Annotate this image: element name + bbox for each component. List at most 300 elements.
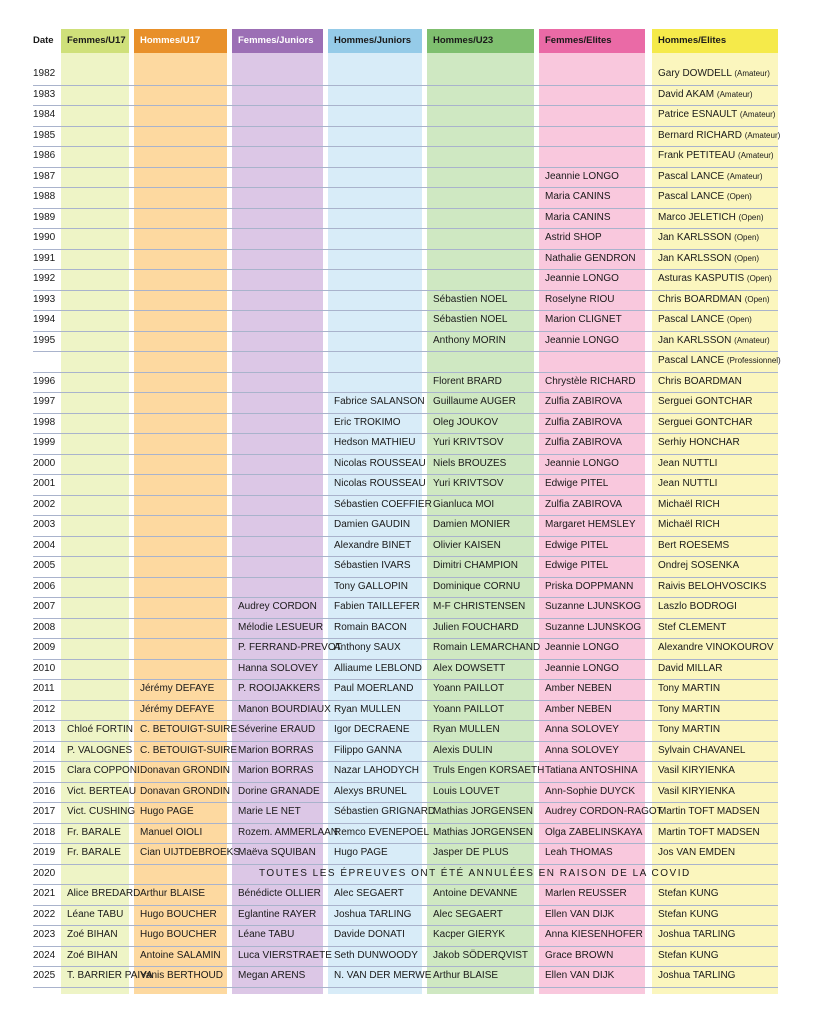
winner-name: Fabien TAILLEFER <box>334 601 420 612</box>
winner-cell-hjun <box>334 700 422 721</box>
winner-cell-hel <box>658 782 778 803</box>
winner-cell-fel <box>545 966 645 987</box>
winner-name: Olga ZABELINSKAYA <box>545 826 643 838</box>
winner-cell-hel <box>658 495 778 516</box>
winner-cell-hjun <box>334 925 422 946</box>
table-row <box>33 228 778 250</box>
winner-name: Raivis BELOHVOSCIKS <box>658 580 767 592</box>
table-row <box>33 392 778 414</box>
winner-cell-fjun <box>238 925 323 946</box>
winner-name: Olivier KAISEN <box>433 539 501 551</box>
winner-name: Ellen VAN DIJK <box>545 970 615 981</box>
table-row <box>33 741 778 763</box>
winner-name: Michaël RICH <box>658 519 720 530</box>
winner-cell-hel <box>658 146 778 167</box>
table-row <box>33 187 778 209</box>
winner-cell-hjun <box>334 966 432 987</box>
winner-name: Pascal LANCE <box>658 170 725 182</box>
year-cell: 1984 <box>33 109 56 120</box>
year-cell: 2023 <box>33 929 56 940</box>
year-cell: 2025 <box>33 970 56 981</box>
winner-name: Vict. BERTEAU <box>67 785 137 797</box>
winner-name: Ryan MULLEN <box>334 703 401 715</box>
winner-name: Jeannie LONGO <box>545 642 619 653</box>
winner-cell-fjun <box>238 782 323 803</box>
winner-cell-hel <box>658 331 778 352</box>
year-cell: 2014 <box>33 744 56 756</box>
table-row <box>33 331 778 353</box>
winner-cell-hel <box>658 556 778 577</box>
winner-name: Alliaume LEBLOND <box>334 662 422 674</box>
winner-name: Serguei GONTCHAR <box>658 416 753 428</box>
winner-cell-hjun <box>334 782 422 803</box>
winner-cell-hu17 <box>140 782 231 803</box>
column-header-fel: Femmes/Elites <box>539 29 645 53</box>
winner-name: Edwige PITEL <box>545 539 609 551</box>
winner-name: Hugo BOUCHER <box>140 908 217 920</box>
winner-name: Hugo PAGE <box>140 806 194 817</box>
winner-name: Sébastien GRIGNARD <box>334 806 436 817</box>
year-cell: 2012 <box>33 703 56 715</box>
winner-cell-hu17 <box>140 823 227 844</box>
winner-name: Alice BREDARD <box>67 888 141 899</box>
winner-name: Asturas KASPUTIS <box>658 273 745 284</box>
winner-cell-hu23 <box>433 474 534 495</box>
winner-name: David AKAM <box>658 88 715 100</box>
winner-cell-fu17 <box>67 720 133 741</box>
winner-cell-hel <box>658 597 778 618</box>
winner-name: Tony MARTIN <box>658 724 721 735</box>
year-cell: 2011 <box>33 683 55 694</box>
table-row <box>33 884 778 906</box>
winner-cell-hjun <box>334 433 422 454</box>
date-column-header: Date <box>33 35 54 46</box>
winner-name: Vasil KIRYIENKA <box>658 785 735 797</box>
winner-cell-hel <box>658 290 778 311</box>
winner-name: Zoé BIHAN <box>67 949 118 961</box>
table-row <box>33 946 778 968</box>
winner-name: Maria CANINS <box>545 211 611 223</box>
winner-cell-hjun <box>334 720 422 741</box>
winner-cell-hjun <box>334 946 422 967</box>
winner-cell-fel <box>545 495 645 516</box>
category-note: (Open) <box>726 315 752 324</box>
year-cell: 2003 <box>33 519 56 530</box>
winner-cell-hjun <box>334 536 422 557</box>
winner-name: Suzanne LJUNSKOG <box>545 601 642 612</box>
year-cell: 1994 <box>33 314 56 325</box>
year-cell: 1986 <box>33 150 56 161</box>
table-row <box>33 474 778 496</box>
table-row <box>33 167 778 189</box>
winner-name: Paul MOERLAND <box>334 683 414 694</box>
winner-cell-fel <box>545 597 645 618</box>
winner-cell-hu17 <box>140 905 227 926</box>
winner-cell-fel <box>545 167 645 188</box>
winner-name: Joshua TARLING <box>658 970 736 981</box>
winner-name: Nazar LAHODYCH <box>334 765 420 776</box>
column-header-hu17: Hommes/U17 <box>134 29 227 53</box>
winner-cell-hu23 <box>433 433 534 454</box>
winner-name: Damien GAUDIN <box>334 519 411 530</box>
table-row <box>33 536 778 558</box>
winner-cell-fel <box>545 208 645 229</box>
winner-name: Bénédicte OLLIER <box>238 888 321 899</box>
winner-cell-hjun <box>334 556 422 577</box>
winner-cell-fu17 <box>67 905 129 926</box>
winner-name: Chris BOARDMAN <box>658 293 742 305</box>
winner-name: Eglantine RAYER <box>238 908 317 920</box>
year-cell: 2009 <box>33 642 56 653</box>
winner-name: Oleg JOUKOV <box>433 416 499 428</box>
winner-name: Ondrej SOSENKA <box>658 560 740 571</box>
winner-name: Martin TOFT MADSEN <box>658 826 760 838</box>
column-header-hel: Hommes/Elites <box>652 29 778 53</box>
winner-name: Sébastien COEFFIER <box>334 498 432 510</box>
winner-cell-hel <box>658 577 778 598</box>
winner-name: Chrystèle RICHARD <box>545 375 636 387</box>
winner-name: Jérémy DEFAYE <box>140 683 215 694</box>
winner-cell-fel <box>545 372 645 393</box>
winner-name: Davide DONATI <box>334 929 405 940</box>
year-cell: 2002 <box>33 498 56 510</box>
winner-cell-hjun <box>334 597 422 618</box>
winner-cell-hu17 <box>140 761 231 782</box>
winner-name: Tony GALLOPIN <box>334 580 408 592</box>
table-row <box>33 782 778 804</box>
winner-cell-hu23 <box>433 905 534 926</box>
winner-name: Dominique CORNU <box>433 580 521 592</box>
winner-name: Alexys BRUNEL <box>334 785 407 797</box>
winner-name: Manon BOURDIAUX <box>238 703 331 715</box>
winner-cell-hel <box>658 372 778 393</box>
winner-name: Léane TABU <box>238 929 295 940</box>
table-row <box>33 269 778 291</box>
winner-cell-fel <box>545 331 645 352</box>
winner-cell-fel <box>545 884 645 905</box>
winner-name: P. FERRAND-PREVOT <box>238 642 342 653</box>
winner-name: Priska DOPPMANN <box>545 580 634 592</box>
winner-name: P. VALOGNES <box>67 744 133 756</box>
winner-name: Alec SEGAERT <box>334 888 404 899</box>
winner-cell-fjun <box>238 823 339 844</box>
winner-name: Serhiy HONCHAR <box>658 437 740 448</box>
winner-name: Martin TOFT MADSEN <box>658 806 760 817</box>
table-row <box>33 556 778 578</box>
winner-cell-fu17 <box>67 946 129 967</box>
table-row <box>33 597 778 619</box>
column-header-hjun: Hommes/Juniors <box>328 29 422 53</box>
winner-name: Tony MARTIN <box>658 683 721 694</box>
table-row <box>33 577 778 599</box>
winner-cell-hel <box>658 802 778 823</box>
winner-name: Joshua TARLING <box>658 929 736 940</box>
year-cell: 1985 <box>33 129 56 141</box>
table-row <box>33 905 778 927</box>
winner-name: Gary DOWDELL <box>658 68 732 79</box>
winner-cell-fjun <box>238 802 323 823</box>
winner-cell-fjun <box>238 905 323 926</box>
winner-name: Pascal LANCE <box>658 355 725 366</box>
winner-name: Jeannie LONGO <box>545 662 619 674</box>
year-cell: 2013 <box>33 724 56 735</box>
winner-cell-fel <box>545 474 645 495</box>
table-row <box>33 495 778 517</box>
winner-cell-fel <box>545 720 645 741</box>
winner-cell-hu23 <box>433 782 534 803</box>
winner-cell-hjun <box>334 454 426 475</box>
year-cell: 1989 <box>33 211 56 223</box>
year-cell: 2008 <box>33 621 56 633</box>
winner-cell-hu23 <box>433 290 534 311</box>
winner-name: M-F CHRISTENSEN <box>433 601 526 612</box>
winner-cell-hu23 <box>433 618 534 639</box>
category-note: (Open) <box>734 233 760 242</box>
year-cell: 1997 <box>33 396 56 407</box>
winner-name: Edwige PITEL <box>545 560 609 571</box>
winner-name: C. BETOUIGT-SUIRE <box>140 724 238 735</box>
winner-name: Stef CLEMENT <box>658 621 727 633</box>
year-cell: 2005 <box>33 560 56 571</box>
winner-name: Pascal LANCE <box>658 191 725 202</box>
winner-cell-fjun <box>238 597 323 618</box>
winner-name: David MILLAR <box>658 662 723 674</box>
winner-cell-fjun <box>238 884 323 905</box>
table-row <box>33 966 778 988</box>
winner-name: Romain BACON <box>334 621 407 633</box>
winner-cell-fu17 <box>67 843 129 864</box>
winner-cell-hel <box>658 966 778 987</box>
winner-cell-fel <box>545 638 645 659</box>
winner-cell-fel <box>545 310 645 331</box>
year-cell: 1998 <box>33 416 56 428</box>
winner-cell-fel <box>545 618 645 639</box>
winner-name: Maria CANINS <box>545 191 611 202</box>
year-cell: 2019 <box>33 847 56 858</box>
year-cell: 1982 <box>33 68 56 79</box>
winner-name: Laszlo BODROGI <box>658 601 737 612</box>
winner-name: Megan ARENS <box>238 970 306 981</box>
winner-name: Alexis DULIN <box>433 744 493 756</box>
winner-cell-fel <box>545 679 645 700</box>
winner-name: Antoine DEVANNE <box>433 888 518 899</box>
winner-name: Fr. BARALE <box>67 847 121 858</box>
year-cell: 2022 <box>33 908 56 920</box>
winner-name: Mélodie LESUEUR <box>238 621 324 633</box>
winner-name: Anna KIESENHOFER <box>545 929 643 940</box>
winner-name: Romain LEMARCHAND <box>433 642 541 653</box>
winner-name: Alec SEGAERT <box>433 908 503 920</box>
winner-cell-fel <box>545 905 645 926</box>
winner-name: Luca VIERSTRAETE <box>238 949 332 961</box>
year-cell: 2015 <box>33 765 56 776</box>
winner-name: Manuel OIOLI <box>140 826 203 838</box>
winner-name: Jean NUTTLI <box>658 457 718 469</box>
winner-cell-hel <box>658 269 778 290</box>
winner-name: Eric TROKIMO <box>334 416 401 428</box>
winner-cell-hel <box>658 761 778 782</box>
winner-name: Jérémy DEFAYE <box>140 703 215 715</box>
winner-name: Vasil KIRYIENKA <box>658 765 735 776</box>
winner-name: Astrid SHOP <box>545 232 602 243</box>
category-note: (Amateur) <box>716 89 753 99</box>
winner-cell-hel <box>658 946 778 967</box>
winner-name: Zulfia ZABIROVA <box>545 396 623 407</box>
winner-cell-hu17 <box>140 843 241 864</box>
winner-cell-hel <box>658 905 778 926</box>
winner-cell-hu23 <box>433 720 534 741</box>
winner-name: Jean NUTTLI <box>658 478 718 489</box>
winner-name: Marion CLIGNET <box>545 314 622 325</box>
table-row <box>33 515 778 537</box>
winner-name: Alexandre BINET <box>334 539 412 551</box>
column-header-fjun: Femmes/Juniors <box>232 29 323 53</box>
winner-name: Suzanne LJUNSKOG <box>545 621 642 633</box>
table-row <box>33 720 778 742</box>
winner-cell-hel <box>658 433 778 454</box>
winner-name: Michaël RICH <box>658 498 720 510</box>
winner-cell-hu23 <box>433 966 534 987</box>
winner-name: Bert ROESEMS <box>658 539 730 551</box>
winner-name: Ellen VAN DIJK <box>545 908 615 920</box>
winner-cell-hel <box>658 228 778 249</box>
winner-cell-fjun <box>238 720 323 741</box>
winner-name: Mathias JORGENSEN <box>433 806 534 817</box>
winner-cell-hjun <box>334 618 422 639</box>
table-row <box>33 659 778 681</box>
winner-name: Grace BROWN <box>545 949 614 961</box>
winner-name: Bernard RICHARD <box>658 129 742 141</box>
winner-cell-hu17 <box>140 679 227 700</box>
winner-cell-hu23 <box>433 925 534 946</box>
table-row <box>33 823 778 845</box>
category-note: (Amateur) <box>726 171 763 181</box>
winner-cell-hjun <box>334 413 422 434</box>
year-cell: 2021 <box>33 888 56 899</box>
category-note: (Amateur) <box>739 110 776 119</box>
winner-cell-fu17 <box>67 802 136 823</box>
cancellation-note: TOUTES LES ÉPREUVES ONT ÉTÉ ANNULÉES EN RAISON DE LA COVID <box>259 867 691 879</box>
winner-cell-fjun <box>238 966 323 987</box>
winner-name: Amber NEBEN <box>545 703 612 715</box>
winner-name: Hedson MATHIEU <box>334 437 416 448</box>
winner-name: Hugo PAGE <box>334 847 388 858</box>
winner-cell-fjun <box>238 659 323 680</box>
winner-name: Amber NEBEN <box>545 683 612 694</box>
winner-name: Fr. BARALE <box>67 826 121 838</box>
winner-cell-fel <box>545 843 645 864</box>
winner-cell-hu23 <box>433 761 545 782</box>
winner-name: Chris BOARDMAN <box>658 375 742 387</box>
winner-cell-fel <box>545 536 645 557</box>
winner-cell-hu23 <box>433 536 534 557</box>
winner-name: Maëva SQUIBAN <box>238 847 316 858</box>
winner-cell-hu23 <box>433 495 534 516</box>
winner-cell-hel <box>658 925 778 946</box>
winner-name: Tatiana ANTOSHINA <box>545 765 638 776</box>
winner-cell-hu23 <box>433 392 534 413</box>
winner-cell-fel <box>545 454 645 475</box>
year-cell: 2000 <box>33 457 56 469</box>
winner-name: Zulfia ZABIROVA <box>545 498 623 510</box>
winner-cell-hu23 <box>433 597 534 618</box>
winner-cell-hjun <box>334 905 422 926</box>
winner-name: Arthur BLAISE <box>433 970 499 981</box>
winner-name: Yoann PAILLOT <box>433 683 505 694</box>
winner-cell-hu23 <box>433 700 534 721</box>
winner-name: Sylvain CHAVANEL <box>658 744 746 756</box>
winner-name: Marco JELETICH <box>658 211 736 223</box>
winner-cell-fel <box>545 741 645 762</box>
winner-name: Yanis BERTHOUD <box>140 970 223 981</box>
winner-cell-fu17 <box>67 884 141 905</box>
column-header-fu17: Femmes/U17 <box>61 29 129 53</box>
winner-cell-fel <box>545 433 645 454</box>
winner-name: Yuri KRIVTSOV <box>433 478 504 489</box>
winner-cell-fu17 <box>67 966 153 987</box>
year-cell <box>33 351 61 372</box>
winner-name: Jasper DE PLUS <box>433 847 509 858</box>
winner-cell-hel <box>658 64 778 85</box>
year-cell: 2007 <box>33 601 56 612</box>
winner-name: Jeannie LONGO <box>545 457 619 469</box>
winner-name: Louis LOUVET <box>433 785 500 797</box>
winner-cell-hu23 <box>433 679 534 700</box>
year-cell: 1983 <box>33 88 56 100</box>
winner-cell-fel <box>545 228 645 249</box>
winner-name: Zulfia ZABIROVA <box>545 416 623 428</box>
winner-name: Jakob SÖDERQVIST <box>433 949 529 961</box>
winner-name: P. ROOIJAKKERS <box>238 683 321 694</box>
winner-cell-hu17 <box>140 700 227 721</box>
winner-name: Ryan MULLEN <box>433 724 500 735</box>
winner-name: Séverine ERAUD <box>238 724 316 735</box>
winner-cell-fjun <box>238 700 331 721</box>
winner-cell-fu17 <box>67 761 140 782</box>
winner-cell-fel <box>545 413 645 434</box>
table-row <box>33 105 778 127</box>
winner-cell-hel <box>658 126 781 147</box>
winner-cell-hu23 <box>433 454 534 475</box>
winner-cell-fel <box>545 823 645 844</box>
winner-cell-hjun <box>334 577 422 598</box>
table-row <box>33 208 778 230</box>
winner-name: Clara COPPONI <box>67 765 140 776</box>
winner-cell-hjun <box>334 495 432 516</box>
winner-name: Marion BORRAS <box>238 765 314 776</box>
table-row <box>33 454 778 476</box>
winner-name: Florent BRARD <box>433 375 502 387</box>
winner-name: Julien FOUCHARD <box>433 621 519 633</box>
winner-cell-hel <box>658 413 778 434</box>
year-cell: 2018 <box>33 826 56 838</box>
winner-name: Rozem. AMMERLAAN <box>238 826 339 838</box>
year-cell: 2024 <box>33 949 56 961</box>
winner-name: Niels BROUZES <box>433 457 507 469</box>
winner-name: Alex DOWSETT <box>433 662 506 674</box>
winner-cell-hel <box>658 884 778 905</box>
winner-cell-fu17 <box>67 741 133 762</box>
winner-name: Jos VAN EMDEN <box>658 847 736 858</box>
year-cell: 1996 <box>33 375 56 387</box>
winner-cell-fjun <box>238 843 323 864</box>
winner-cell-hel <box>658 249 778 270</box>
year-cell: 2010 <box>33 662 56 674</box>
year-cell: 1991 <box>33 252 56 264</box>
table-row <box>33 146 778 168</box>
winner-cell-hu23 <box>433 659 534 680</box>
winner-name: Audrey CORDON-RAGOT <box>545 806 663 817</box>
